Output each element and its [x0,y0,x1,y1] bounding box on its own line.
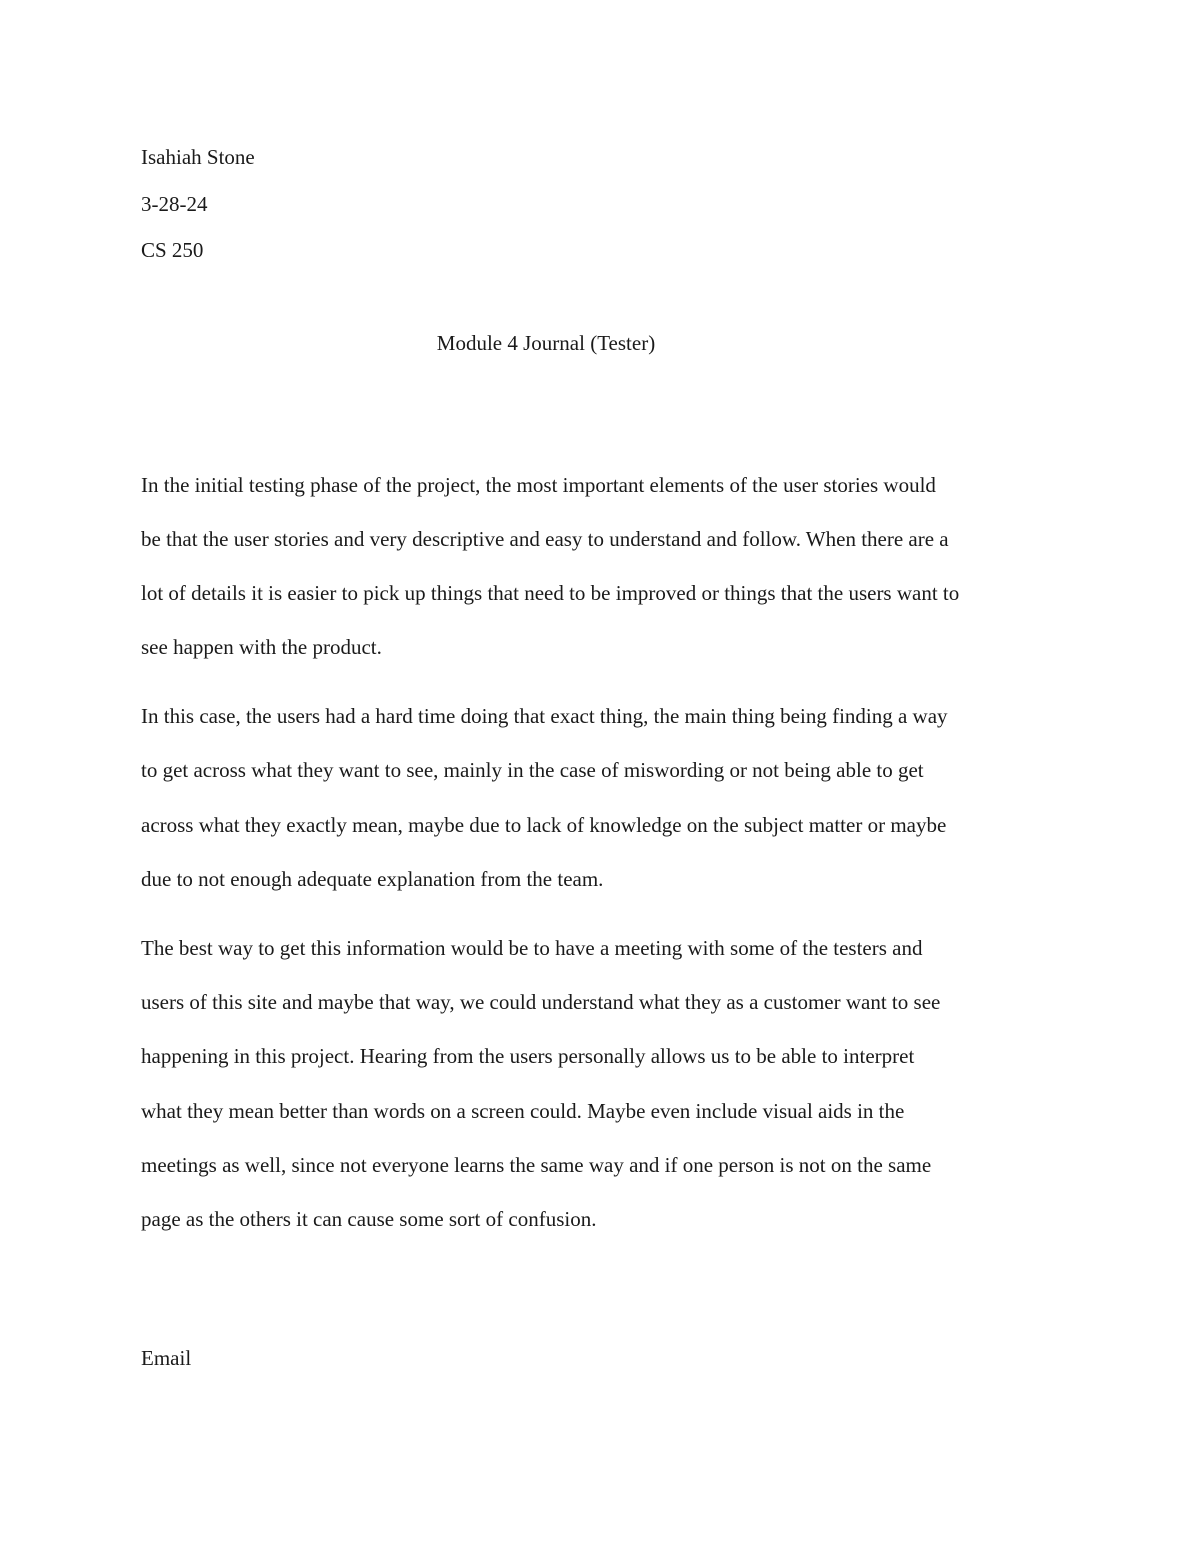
paragraph-line: be that the user stories and very descriptive and easy to understand and follow. When there are a [141,527,949,551]
paragraph-line: what they mean better than words on a screen could. Maybe even include visual aids in the [141,1099,905,1123]
paragraph-line: to get across what they want to see, mainly in the case of miswording or not being able to get [141,758,924,782]
paragraph-line: see happen with the product. [141,635,382,659]
paragraph-line: users of this site and maybe that way, we could understand what they as a customer want to see [141,990,941,1014]
paragraph-line: page as the others it can cause some sort of confusion. [141,1207,597,1231]
document-title: Module 4 Journal (Tester) [436,331,656,355]
paragraph-line: The best way to get this information would be to have a meeting with some of the testers and [141,936,923,960]
author-name: Isahiah Stone [141,145,255,169]
paragraph-line: lot of details it is easier to pick up things that need to be improved or things that the users want to [141,581,960,605]
paragraph-line: across what they exactly mean, maybe due to lack of knowledge on the subject matter or maybe [141,813,947,837]
paragraph-line: happening in this project. Hearing from the users personally allows us to be able to interpret [141,1044,915,1068]
paragraph-line: meetings as well, since not everyone learns the same way and if one person is not on the same [141,1153,932,1177]
document-date: 3-28-24 [141,192,208,216]
paragraph-line: In the initial testing phase of the project, the most important elements of the user stories would [141,473,936,497]
email-label: Email [141,1346,192,1370]
paragraph-line: In this case, the users had a hard time doing that exact thing, the main thing being finding a way [141,704,948,728]
paragraph-line: due to not enough adequate explanation from the team. [141,867,604,891]
course-code: CS 250 [141,238,204,262]
